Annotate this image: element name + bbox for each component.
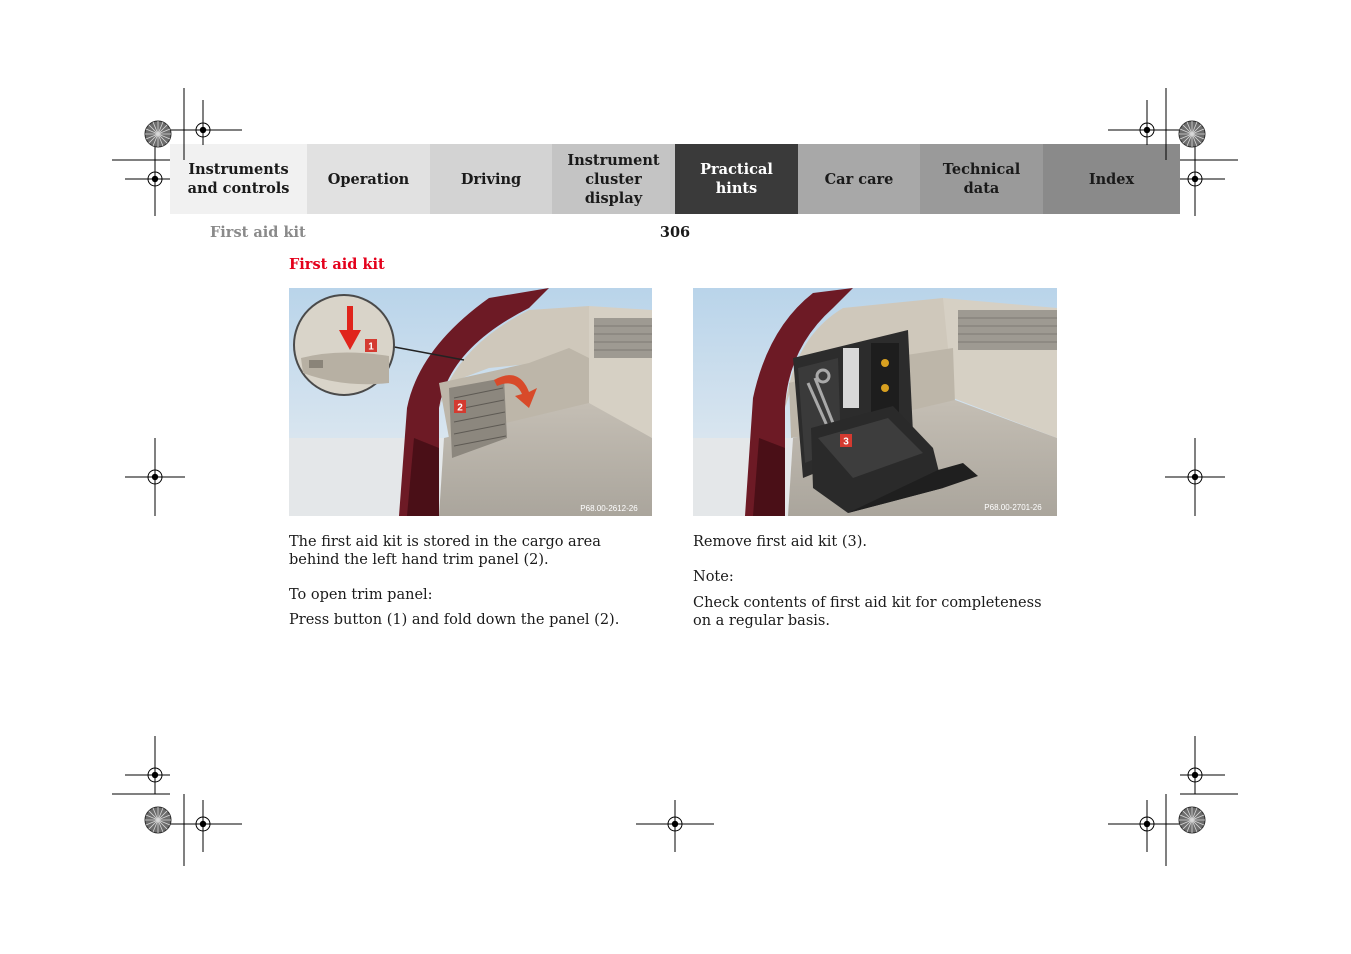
note-label: Note:: [693, 569, 734, 585]
tab-label: Instrument cluster display: [567, 151, 660, 207]
tab-operation[interactable]: [307, 144, 430, 214]
paragraph-open-trim-instruction: Press button (1) and fold down the panel (2).: [289, 612, 620, 628]
tab-instrument-cluster-display[interactable]: [552, 144, 675, 214]
tab-index[interactable]: [1043, 144, 1180, 214]
callout-label: 1: [368, 341, 374, 353]
callout-label: 3: [843, 436, 849, 448]
page-number: 306: [659, 224, 691, 241]
tab-practical-hints[interactable]: [675, 144, 798, 214]
tab-label: Driving: [460, 170, 522, 188]
tab-label: Operation: [327, 170, 410, 188]
paragraph-open-trim-heading: To open trim panel:: [289, 587, 433, 603]
tab-label: Car care: [824, 170, 894, 188]
tab-label: Practical hints: [700, 161, 773, 197]
chapter-tab-bar: [170, 144, 1180, 214]
tab-label: Technical data: [942, 161, 1021, 197]
paragraph-storage-location: The first aid kit is stored in the cargo area behind the left hand trim panel (2).: [289, 534, 601, 568]
tab-car-care[interactable]: [798, 144, 920, 214]
paragraph-remove-kit: Remove first aid kit (3).: [693, 534, 868, 550]
tab-instruments-and-controls[interactable]: [170, 144, 307, 214]
figure-trim-panel: [289, 288, 652, 516]
tab-label: Instruments and controls: [187, 161, 290, 197]
figure-code: P68.00-2612-26: [580, 504, 638, 513]
paragraph-note-check-contents: Check contents of first aid kit for completeness on a regular basis.: [693, 595, 1042, 629]
callout-label: 2: [457, 402, 463, 414]
tab-technical-data[interactable]: [920, 144, 1043, 214]
section-title: First aid kit: [289, 256, 385, 273]
running-title: First aid kit: [210, 224, 306, 241]
tab-driving[interactable]: [430, 144, 552, 214]
figure-code: P68.00-2701-26: [984, 503, 1042, 512]
tab-label: Index: [1088, 170, 1135, 188]
figure-first-aid-kit: [693, 288, 1057, 516]
